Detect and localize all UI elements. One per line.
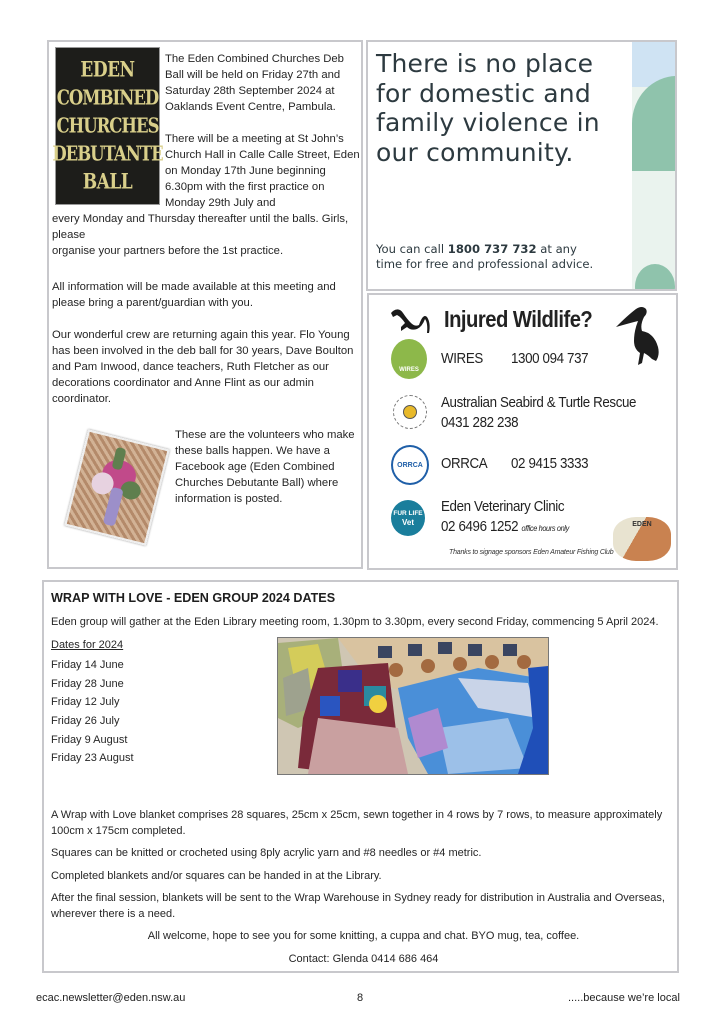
- text-line: every Monday and Thursday thereafter until the balls. Girls, please: [52, 213, 349, 241]
- dv-phone: 1800 737 732: [447, 242, 537, 256]
- dv-subtext-suffix: at any time for free and professional advice.: [376, 242, 594, 272]
- wrap-title: WRAP WITH LOVE - EDEN GROUP 2024 DATES: [51, 591, 336, 605]
- text-line: organise your partners before the 1st practice.: [52, 245, 284, 257]
- deb-ball-info-text: All information will be made available at this meeting and please bring a parent/guardian with you.: [52, 281, 336, 309]
- logo-line: DEBUTANTE: [52, 141, 163, 166]
- pelican-icon: [614, 303, 664, 369]
- wires-logo: WIRES: [391, 339, 427, 379]
- sponsor-thanks: Thanks to signage sponsors Eden Amateur Fishing Club: [449, 549, 614, 556]
- orrca-name: ORRCA: [441, 456, 488, 472]
- deb-ball-meeting-continued: [52, 211, 362, 259]
- wrap-contact: Contact: Glenda 0414 686 464: [288, 952, 439, 965]
- deb-ball-volunteers-text: These are the volunteers who make these balls happen. We have a Facebook age (Eden Combined Churches Debutante Ball) where information is posted.: [175, 429, 355, 505]
- date-item: Friday 26 July: [51, 715, 120, 728]
- date-item: Friday 14 June: [51, 659, 124, 671]
- wrap-intro: Eden group will gather at the Eden Library meeting room, 1.30pm to 3.30pm, every second Friday, commencing 5 April 2024.: [51, 616, 659, 628]
- deb-ball-logo: [52, 47, 163, 205]
- dates-list: [51, 657, 134, 769]
- dates-heading: Dates for 2024: [51, 639, 124, 651]
- eden-fishing-club-logo: EDEN: [613, 517, 671, 561]
- page-number: 8: [357, 992, 364, 1004]
- wrap-paragraph: After the final session, blankets will be sent to the Wrap Warehouse in Sydney ready for distribution in Australia and Overseas, wherever there is a need.: [51, 892, 665, 920]
- date-item: Friday 23 August: [51, 752, 134, 765]
- date-item: Friday 12 July: [51, 696, 120, 709]
- vet-clinic-phone: 02 6496 1252: [441, 519, 519, 535]
- wrap-details: [51, 808, 676, 974]
- logo-line: CHURCHES: [56, 113, 159, 138]
- deb-ball-dates-text: The Eden Combined Churches Deb Ball will be held on Friday 27th and Saturday 28th September 2024 at Oaklands Event Centre, Pambula.: [165, 53, 344, 113]
- wildlife-title: Injured Wildlife?: [444, 306, 593, 332]
- domestic-violence-ad: [366, 40, 677, 291]
- wires-phone: 1300 094 737: [511, 351, 589, 367]
- wrap-paragraph: Squares can be knitted or crocheted using 8ply acrylic yarn and #8 needles or #4 metric.: [51, 847, 482, 859]
- seabird-turtle-phone: 0431 282 238: [441, 415, 519, 431]
- date-item: Friday 9 August: [51, 733, 128, 746]
- logo-line: EDEN: [80, 57, 135, 83]
- wrap-welcome: All welcome, hope to see you for some knitting, a cuppa and chat. BYO mug, tea, coffee.: [147, 930, 580, 942]
- seabird-turtle-logo: [393, 395, 427, 429]
- wires-name: WIRES: [441, 351, 483, 367]
- injured-wildlife-panel: [367, 293, 678, 570]
- dv-subtext-prefix: You can call: [376, 242, 448, 256]
- vet-clinic-hours-note: office hours only: [521, 524, 569, 533]
- corsage-photo: [64, 429, 169, 545]
- seabird-turtle-name: Australian Seabird & Turtle Rescue: [441, 395, 637, 411]
- logo-line: BALL: [82, 169, 133, 195]
- footer-tagline: .....because we’re local: [568, 992, 680, 1004]
- deb-ball-panel: [47, 40, 363, 569]
- wrap-with-love-panel: [42, 580, 679, 973]
- vet-clinic-name: Eden Veterinary Clinic: [441, 499, 565, 515]
- dv-subtext: [376, 242, 606, 272]
- fur-life-vet-logo: FUR LIFE Vet: [391, 500, 425, 536]
- decorative-artwork: [632, 42, 675, 289]
- orrca-phone: 02 9415 3333: [511, 456, 589, 472]
- logo-line: COMBINED: [56, 85, 159, 110]
- deb-ball-meeting-text: There will be a meeting at St John’s Church Hall in Calle Calle Street, Eden on Monday 17th June beginning 6.30pm with the first practice on Monday 29th July and: [165, 133, 360, 209]
- wrap-paragraph: A Wrap with Love blanket comprises 28 squares, 25cm x 25cm, sewn together in 4 rows by 7 rows, to measure approximately 100cm x 175cm completed.: [51, 809, 663, 837]
- wrap-paragraph: Completed blankets and/or squares can be handed in at the Library.: [51, 869, 382, 882]
- dv-headline: There is no place for domestic and family violence in our community.: [376, 49, 600, 167]
- vet-clinic-phone-row: [441, 519, 569, 535]
- deb-ball-crew-text: Our wonderful crew are returning again this year. Flo Young has been involved in the deb ball for 30 years, Dave Boulton and Pam Inwood, dance teachers, Ruth Fletcher as our decorations coordinator and Anne Flint as our admin coordinator.: [52, 329, 354, 405]
- lizard-icon: [389, 305, 433, 337]
- footer-email[interactable]: ecac.newsletter@eden.nsw.au: [36, 992, 186, 1004]
- orrca-logo: ORRCA: [391, 445, 429, 485]
- blankets-photo: [277, 637, 549, 775]
- date-item: Friday 28 June: [51, 677, 124, 690]
